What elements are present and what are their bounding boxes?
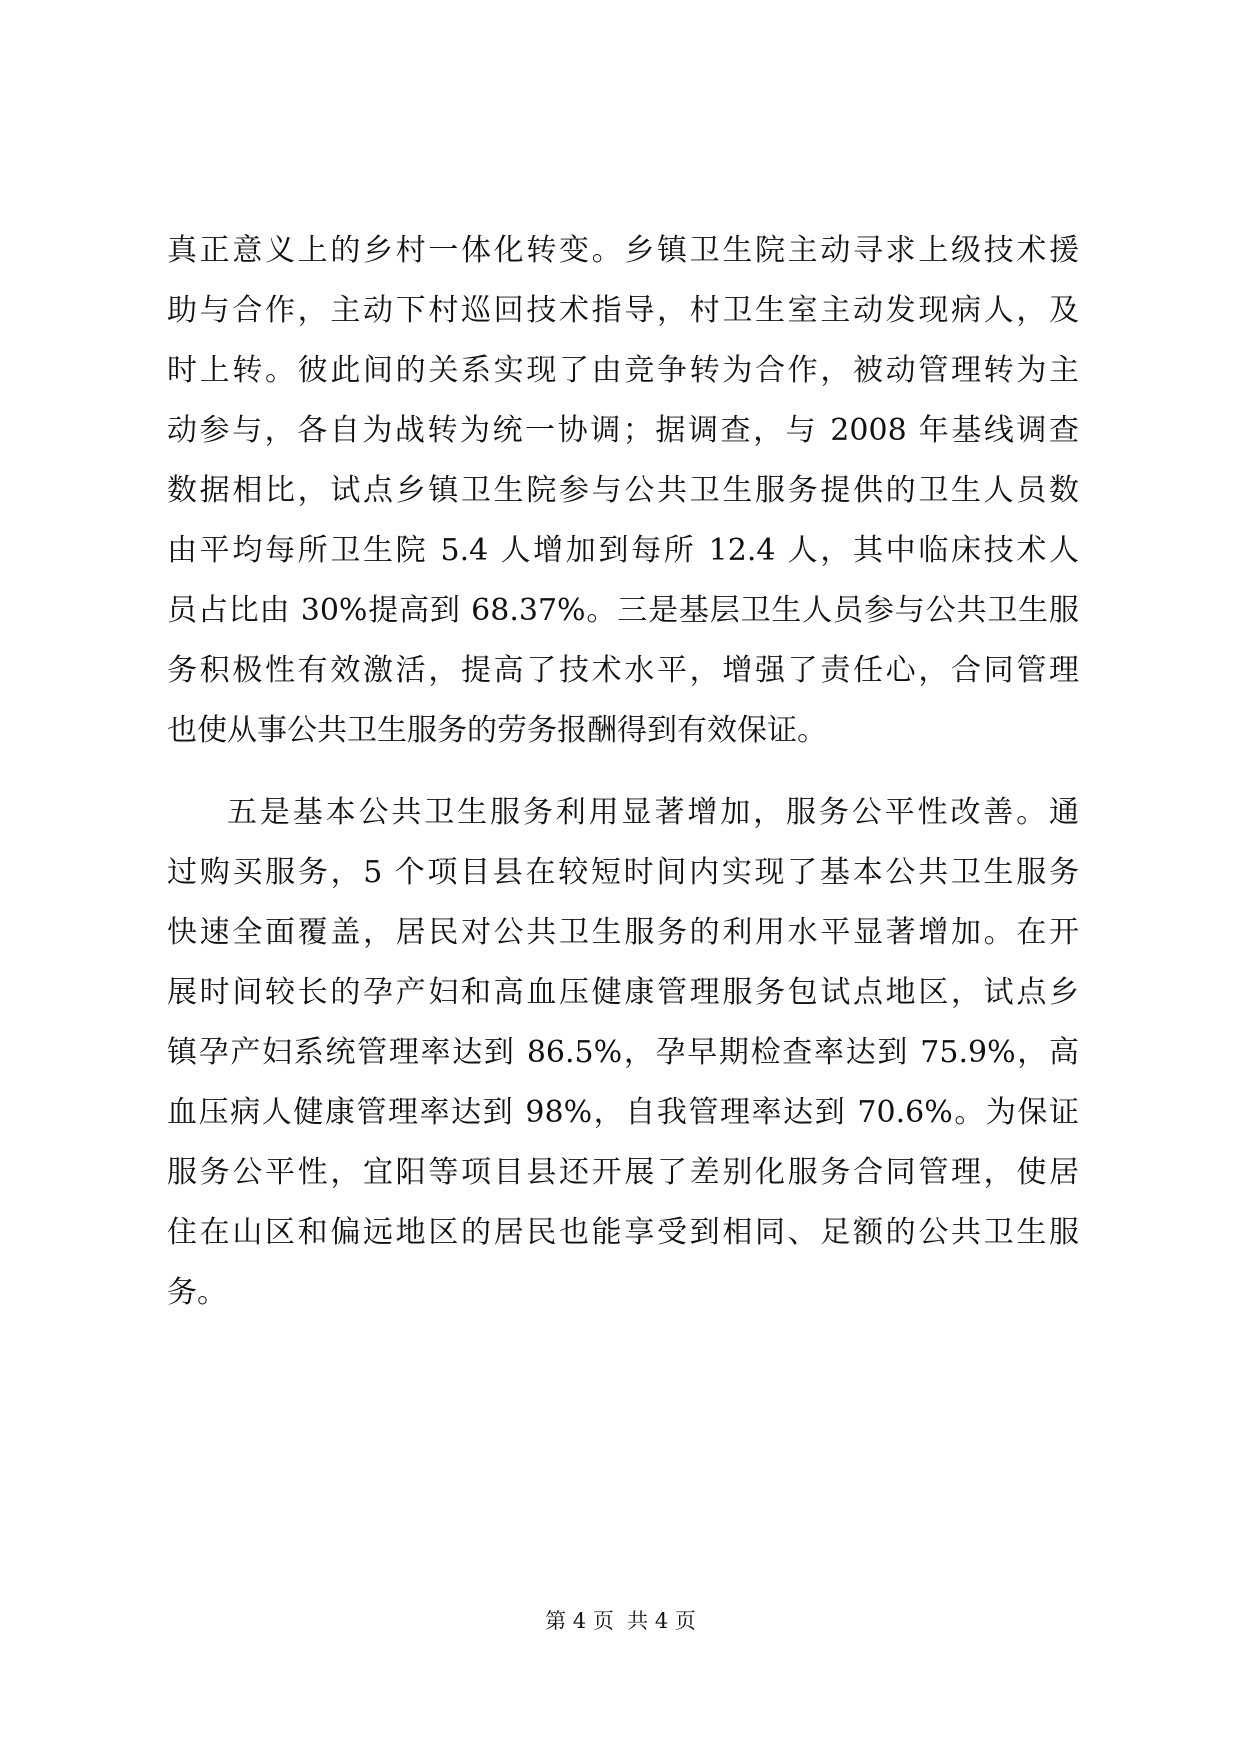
page-footer xyxy=(0,1606,1241,1636)
text-line: 服务公平性，宜阳等项目县还开展了差别化服务合同管理，使居 xyxy=(167,1155,1079,1190)
text-line: 助与合作，主动下村巡回技术指导，村卫生室主动发现病人，及 xyxy=(167,293,1079,328)
text-line: 展时间较长的孕产妇和高血压健康管理服务包试点地区，试点乡 xyxy=(167,975,1079,1010)
paragraph-2 xyxy=(167,783,1079,1323)
text-line: 时上转。彼此间的关系实现了由竞争转为合作，被动管理转为主 xyxy=(167,353,1079,388)
text-line: 动参与，各自为战转为统一协调；据调查，与 2008 年基线调查 xyxy=(167,413,1079,448)
text-line: 员占比由 30%提高到 68.37%。三是基层卫生人员参与公共卫生服 xyxy=(167,593,1079,628)
text-line: 务积极性有效激活，提高了技术水平，增强了责任心，合同管理 xyxy=(167,653,1079,688)
text-line: 数据相比，试点乡镇卫生院参与公共卫生服务提供的卫生人员数 xyxy=(167,473,1079,508)
document-body xyxy=(167,221,1079,1323)
page-number-label: 第 4 页 共 4 页 xyxy=(545,1609,696,1633)
paragraph-1 xyxy=(167,221,1079,761)
text-line: 真正意义上的乡村一体化转变。乡镇卫生院主动寻求上级技术援 xyxy=(167,233,1079,268)
text-line: 也使从事公共卫生服务的劳务报酬得到有效保证。 xyxy=(167,713,827,748)
paragraph-gap xyxy=(167,761,1079,783)
text-line: 住在山区和偏远地区的居民也能享受到相同、足额的公共卫生服 xyxy=(167,1215,1079,1250)
text-line: 镇孕产妇系统管理率达到 86.5%，孕早期检查率达到 75.9%，高 xyxy=(167,1035,1079,1070)
text-line: 过购买服务，5 个项目县在较短时间内实现了基本公共卫生服务 xyxy=(167,855,1079,890)
text-line: 由平均每所卫生院 5.4 人增加到每所 12.4 人，其中临床技术人 xyxy=(167,533,1079,568)
text-line: 血压病人健康管理率达到 98%，自我管理率达到 70.6%。为保证 xyxy=(167,1095,1079,1130)
text-line: 快速全面覆盖，居民对公共卫生服务的利用水平显著增加。在开 xyxy=(167,915,1079,950)
text-line: 务。 xyxy=(167,1275,227,1310)
text-line: 五是基本公共卫生服务利用显著增加，服务公平性改善。通 xyxy=(227,795,1079,830)
